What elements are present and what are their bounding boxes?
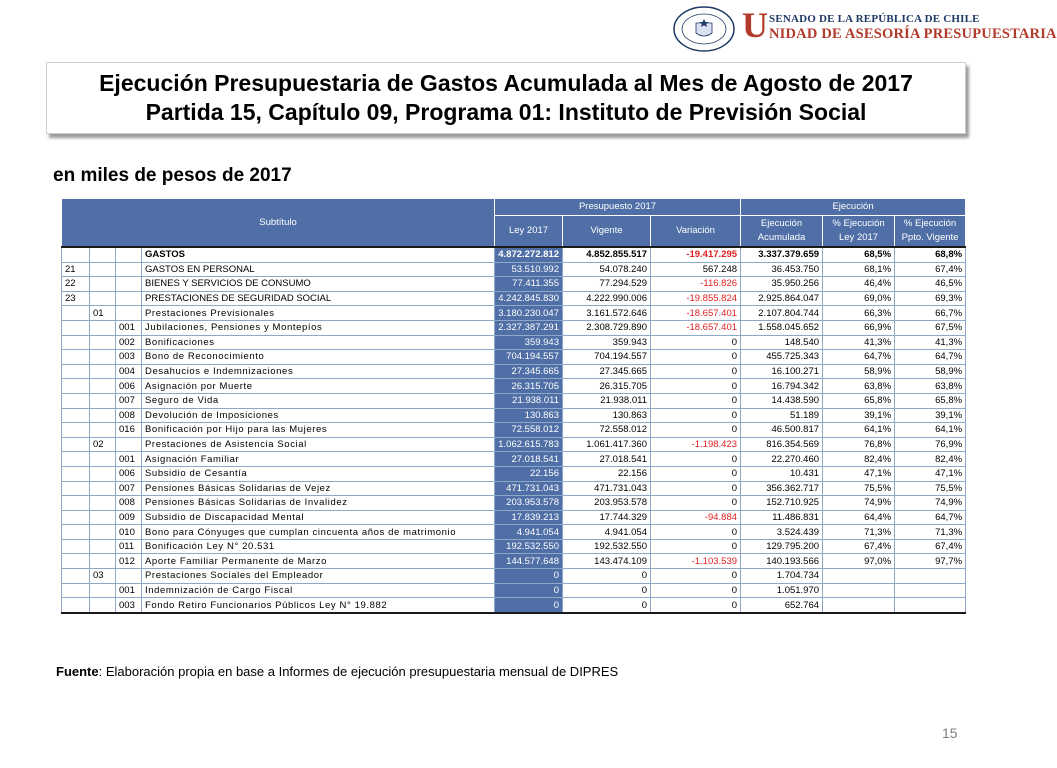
item-code <box>90 335 116 350</box>
variacion-value: -18.657.401 <box>651 306 741 321</box>
item-code <box>90 598 116 613</box>
vigente-value: 143.474.109 <box>563 554 651 569</box>
item-code <box>90 408 116 423</box>
concept-label: Prestaciones de Asistencia Social <box>142 437 495 452</box>
ley-value: 26.315.705 <box>495 379 563 394</box>
item-code <box>90 496 116 511</box>
item-code <box>90 247 116 262</box>
concept-label: Subsidio de Discapacidad Mental <box>142 510 495 525</box>
pct-vigente-value: 64,7% <box>895 350 966 365</box>
concept-label: Subsidio de Cesantía <box>142 466 495 481</box>
ley-value: 77.411.355 <box>495 277 563 292</box>
item-code <box>90 262 116 277</box>
variacion-value: -94.884 <box>651 510 741 525</box>
concept-label: Bonificación por Hijo para las Mujeres <box>142 423 495 438</box>
subtitulo-code <box>62 583 90 598</box>
item-code <box>90 393 116 408</box>
pct-ley-value: 68,5% <box>823 247 895 262</box>
ley-value: 704.194.557 <box>495 350 563 365</box>
ley-value: 27.345.665 <box>495 364 563 379</box>
vigente-value: 4.222.990.006 <box>563 291 651 306</box>
variacion-value: 0 <box>651 393 741 408</box>
senate-logo <box>672 5 1057 57</box>
source-label: Fuente <box>56 664 99 679</box>
ley-value: 22.156 <box>495 466 563 481</box>
source-text: : Elaboración propia en base a Informes de ejecución presupuestaria mensual de DIPRES <box>98 664 619 679</box>
concept-label: Desahucios e Indemnizaciones <box>142 364 495 379</box>
variacion-value: 0 <box>651 335 741 350</box>
subtitulo-code <box>62 466 90 481</box>
vigente-value: 4.852.855.517 <box>563 247 651 262</box>
pct-ley-value <box>823 569 895 584</box>
table-row <box>62 320 966 335</box>
subtitulo-code <box>62 393 90 408</box>
concept-label: Pensiones Básicas Solidarias de Invalidez <box>142 496 495 511</box>
ley-value: 21.938.011 <box>495 393 563 408</box>
pct-ley-value: 41,3% <box>823 335 895 350</box>
pct-vigente-value: 71,3% <box>895 525 966 540</box>
subtitulo-code <box>62 364 90 379</box>
budget-table <box>61 198 966 614</box>
item-code <box>90 554 116 569</box>
asignacion-code: 009 <box>116 510 142 525</box>
concept-label: PRESTACIONES DE SEGURIDAD SOCIAL <box>142 291 495 306</box>
variacion-value: -19.855.824 <box>651 291 741 306</box>
subtitulo-code: 22 <box>62 277 90 292</box>
concept-label: Asignación por Muerte <box>142 379 495 394</box>
vigente-value: 21.938.011 <box>563 393 651 408</box>
pct-ley-value: 39,1% <box>823 408 895 423</box>
pct-vigente-value <box>895 598 966 613</box>
concept-label: GASTOS EN PERSONAL <box>142 262 495 277</box>
header-variacion: Variación <box>651 216 741 248</box>
table-row <box>62 335 966 350</box>
asignacion-code: 007 <box>116 393 142 408</box>
concept-label: Bonificaciones <box>142 335 495 350</box>
vigente-value: 2.308.729.890 <box>563 320 651 335</box>
item-code <box>90 525 116 540</box>
ejecucion-value: 35.950.256 <box>741 277 823 292</box>
item-code: 02 <box>90 437 116 452</box>
variacion-value: 0 <box>651 466 741 481</box>
item-code <box>90 481 116 496</box>
pct-ley-value: 63,8% <box>823 379 895 394</box>
concept-label: Bonificación Ley N° 20.531 <box>142 539 495 554</box>
ejecucion-value: 148.540 <box>741 335 823 350</box>
ley-value: 27.018.541 <box>495 452 563 467</box>
pct-ley-value: 67,4% <box>823 539 895 554</box>
subtitulo-code <box>62 379 90 394</box>
pct-vigente-value: 68,8% <box>895 247 966 262</box>
pct-vigente-value: 66,7% <box>895 306 966 321</box>
table-row <box>62 452 966 467</box>
table-row <box>62 598 966 613</box>
table-row <box>62 583 966 598</box>
senate-seal-icon <box>672 5 736 53</box>
ley-value: 0 <box>495 583 563 598</box>
ley-value: 144.577.648 <box>495 554 563 569</box>
asignacion-code: 008 <box>116 496 142 511</box>
subtitulo-code <box>62 569 90 584</box>
pct-ley-value <box>823 583 895 598</box>
ejecucion-value: 16.794.342 <box>741 379 823 394</box>
units-caption: en miles de pesos de 2017 <box>53 165 292 186</box>
asignacion-code: 002 <box>116 335 142 350</box>
subtitulo-code: 23 <box>62 291 90 306</box>
vigente-value: 704.194.557 <box>563 350 651 365</box>
ley-value: 130.863 <box>495 408 563 423</box>
item-code <box>90 350 116 365</box>
concept-label: Fondo Retiro Funcionarios Públicos Ley N° 19.882 <box>142 598 495 613</box>
header-ley: Ley 2017 <box>495 216 563 248</box>
variacion-value: 0 <box>651 583 741 598</box>
subtitulo-code <box>62 481 90 496</box>
vigente-value: 27.018.541 <box>563 452 651 467</box>
asignacion-code: 006 <box>116 379 142 394</box>
vigente-value: 3.161.572.646 <box>563 306 651 321</box>
table-row <box>62 306 966 321</box>
ejecucion-value: 3.524.439 <box>741 525 823 540</box>
ley-value: 359.943 <box>495 335 563 350</box>
subtitulo-code <box>62 423 90 438</box>
table-row <box>62 569 966 584</box>
concept-label: GASTOS <box>142 247 495 262</box>
pct-ley-value: 46,4% <box>823 277 895 292</box>
pct-vigente-value: 67,4% <box>895 539 966 554</box>
asignacion-code: 003 <box>116 350 142 365</box>
concept-label: Devolución de Imposiciones <box>142 408 495 423</box>
item-code <box>90 583 116 598</box>
pct-vigente-value: 63,8% <box>895 379 966 394</box>
ley-value: 17.839.213 <box>495 510 563 525</box>
ley-value: 4.872.272.812 <box>495 247 563 262</box>
vigente-value: 192.532.550 <box>563 539 651 554</box>
asignacion-code: 001 <box>116 583 142 598</box>
ejecucion-value: 152.710.925 <box>741 496 823 511</box>
logo-big-letter: U <box>742 5 768 45</box>
vigente-value: 0 <box>563 598 651 613</box>
pct-vigente-value: 82,4% <box>895 452 966 467</box>
ejecucion-value: 14.438.590 <box>741 393 823 408</box>
pct-vigente-value: 65,8% <box>895 393 966 408</box>
vigente-value: 0 <box>563 583 651 598</box>
asignacion-code <box>116 247 142 262</box>
asignacion-code <box>116 437 142 452</box>
vigente-value: 17.744.329 <box>563 510 651 525</box>
item-code <box>90 291 116 306</box>
variacion-value: 567.248 <box>651 262 741 277</box>
table-row <box>62 393 966 408</box>
pct-vigente-value <box>895 569 966 584</box>
item-code <box>90 379 116 394</box>
vigente-value: 54.078.240 <box>563 262 651 277</box>
table-row <box>62 277 966 292</box>
concept-label: Jubilaciones, Pensiones y Montepíos <box>142 320 495 335</box>
subtitulo-code <box>62 539 90 554</box>
concept-label: Aporte Familiar Permanente de Marzo <box>142 554 495 569</box>
ley-value: 53.510.992 <box>495 262 563 277</box>
ejecucion-value: 2.925.864.047 <box>741 291 823 306</box>
ejecucion-value: 1.558.045.652 <box>741 320 823 335</box>
vigente-value: 1.061.417.360 <box>563 437 651 452</box>
vigente-value: 4.941.054 <box>563 525 651 540</box>
pct-vigente-value: 74,9% <box>895 496 966 511</box>
vigente-value: 72.558.012 <box>563 423 651 438</box>
subtitulo-code <box>62 408 90 423</box>
pct-ley-value: 76,8% <box>823 437 895 452</box>
item-code: 03 <box>90 569 116 584</box>
table-row <box>62 379 966 394</box>
ejecucion-value: 455.725.343 <box>741 350 823 365</box>
ejecucion-value: 1.051.970 <box>741 583 823 598</box>
vigente-value: 27.345.665 <box>563 364 651 379</box>
table-row <box>62 350 966 365</box>
ley-value: 4.941.054 <box>495 525 563 540</box>
variacion-value: 0 <box>651 539 741 554</box>
header-ejecucion: Ejecución <box>741 199 966 216</box>
vigente-value: 0 <box>563 569 651 584</box>
variacion-value: 0 <box>651 364 741 379</box>
pct-ley-value: 97,0% <box>823 554 895 569</box>
concept-label: Asignación Familiar <box>142 452 495 467</box>
subtitulo-code <box>62 335 90 350</box>
table-row <box>62 437 966 452</box>
concept-label: Pensiones Básicas Solidarias de Vejez <box>142 481 495 496</box>
ley-value: 72.558.012 <box>495 423 563 438</box>
ley-value: 0 <box>495 598 563 613</box>
subtitulo-code <box>62 320 90 335</box>
asignacion-code: 003 <box>116 598 142 613</box>
concept-label: Prestaciones Sociales del Empleador <box>142 569 495 584</box>
item-code <box>90 277 116 292</box>
pct-ley-value: 66,3% <box>823 306 895 321</box>
asignacion-code: 012 <box>116 554 142 569</box>
asignacion-code <box>116 291 142 306</box>
pct-vigente-value <box>895 583 966 598</box>
ejecucion-value: 16.100.271 <box>741 364 823 379</box>
item-code: 01 <box>90 306 116 321</box>
subtitulo-code <box>62 306 90 321</box>
vigente-value: 77.294.529 <box>563 277 651 292</box>
table-row <box>62 408 966 423</box>
ejecucion-value: 46.500.817 <box>741 423 823 438</box>
pct-vigente-value: 64,1% <box>895 423 966 438</box>
asignacion-code: 006 <box>116 466 142 481</box>
ejecucion-value: 2.107.804.744 <box>741 306 823 321</box>
ejecucion-value: 652.764 <box>741 598 823 613</box>
ley-value: 192.532.550 <box>495 539 563 554</box>
ley-value: 0 <box>495 569 563 584</box>
pct-ley-value: 68,1% <box>823 262 895 277</box>
item-code <box>90 539 116 554</box>
pct-ley-value: 69,0% <box>823 291 895 306</box>
variacion-value: 0 <box>651 525 741 540</box>
variacion-value: 0 <box>651 423 741 438</box>
table-row <box>62 525 966 540</box>
item-code <box>90 423 116 438</box>
header-vigente: Vigente <box>563 216 651 248</box>
pct-ley-value: 71,3% <box>823 525 895 540</box>
pct-vigente-value: 75,5% <box>895 481 966 496</box>
pct-ley-value: 75,5% <box>823 481 895 496</box>
pct-ley-value: 65,8% <box>823 393 895 408</box>
pct-vigente-value: 76,9% <box>895 437 966 452</box>
ejecucion-value: 129.795.200 <box>741 539 823 554</box>
pct-ley-value: 74,9% <box>823 496 895 511</box>
variacion-value: 0 <box>651 481 741 496</box>
vigente-value: 130.863 <box>563 408 651 423</box>
ley-value: 4.242.845.830 <box>495 291 563 306</box>
variacion-value: -116.826 <box>651 277 741 292</box>
page-number: 15 <box>942 725 958 741</box>
table-row <box>62 262 966 277</box>
pct-ley-value: 58,9% <box>823 364 895 379</box>
variacion-value: -1.103.539 <box>651 554 741 569</box>
ejecucion-value: 140.193.566 <box>741 554 823 569</box>
variacion-value: 0 <box>651 569 741 584</box>
variacion-value: 0 <box>651 408 741 423</box>
variacion-value: -18.657.401 <box>651 320 741 335</box>
subtitulo-code <box>62 350 90 365</box>
subtitulo-code <box>62 437 90 452</box>
ley-value: 2.327.387.291 <box>495 320 563 335</box>
vigente-value: 471.731.043 <box>563 481 651 496</box>
subtitulo-code <box>62 554 90 569</box>
asignacion-code: 016 <box>116 423 142 438</box>
header-subtitulo: Subtítulo <box>62 199 495 248</box>
source-note <box>56 664 618 679</box>
concept-label: BIENES Y SERVICIOS DE CONSUMO <box>142 277 495 292</box>
ley-value: 3.180.230.047 <box>495 306 563 321</box>
ley-value: 471.731.043 <box>495 481 563 496</box>
asignacion-code: 011 <box>116 539 142 554</box>
vigente-value: 22.156 <box>563 466 651 481</box>
table-row <box>62 466 966 481</box>
subtitulo-code <box>62 598 90 613</box>
asignacion-code: 004 <box>116 364 142 379</box>
vigente-value: 203.953.578 <box>563 496 651 511</box>
ejecucion-value: 36.453.750 <box>741 262 823 277</box>
header-presupuesto: Presupuesto 2017 <box>495 199 741 216</box>
concept-label: Bono para Cónyuges que cumplan cincuenta años de matrimonio <box>142 525 495 540</box>
pct-ley-value: 64,4% <box>823 510 895 525</box>
pct-vigente-value: 41,3% <box>895 335 966 350</box>
item-code <box>90 466 116 481</box>
ley-value: 203.953.578 <box>495 496 563 511</box>
variacion-value: -1.198.423 <box>651 437 741 452</box>
table-row <box>62 496 966 511</box>
asignacion-code <box>116 306 142 321</box>
table-row <box>62 247 966 262</box>
variacion-value: 0 <box>651 350 741 365</box>
subtitulo-code: 21 <box>62 262 90 277</box>
vigente-value: 359.943 <box>563 335 651 350</box>
item-code <box>90 510 116 525</box>
asignacion-code: 008 <box>116 408 142 423</box>
variacion-value: 0 <box>651 496 741 511</box>
ejecucion-value: 1.704.734 <box>741 569 823 584</box>
budget-table-body <box>62 247 966 613</box>
subtitulo-code <box>62 452 90 467</box>
header-ejecucion-acumulada: Ejecución Acumulada <box>741 216 823 248</box>
ejecucion-value: 11.486.831 <box>741 510 823 525</box>
ejecucion-value: 51.189 <box>741 408 823 423</box>
header-pct-vigente: % Ejecución Ppto. Vigente <box>895 216 966 248</box>
subtitulo-code <box>62 496 90 511</box>
header-pct-ley: % Ejecución Ley 2017 <box>823 216 895 248</box>
table-row <box>62 510 966 525</box>
ejecucion-value: 816.354.569 <box>741 437 823 452</box>
pct-vigente-value: 39,1% <box>895 408 966 423</box>
variacion-value: -19.417.295 <box>651 247 741 262</box>
title-box <box>46 62 966 134</box>
asignacion-code: 001 <box>116 452 142 467</box>
asignacion-code: 001 <box>116 320 142 335</box>
asignacion-code <box>116 569 142 584</box>
concept-label: Indemnización de Cargo Fiscal <box>142 583 495 598</box>
ejecucion-value: 10.431 <box>741 466 823 481</box>
vigente-value: 26.315.705 <box>563 379 651 394</box>
pct-ley-value <box>823 598 895 613</box>
item-code <box>90 452 116 467</box>
table-row <box>62 554 966 569</box>
page-title: Ejecución Presupuestaria de Gastos Acumulada al Mes de Agosto de 2017 <box>99 70 913 96</box>
table-row <box>62 291 966 306</box>
pct-ley-value: 82,4% <box>823 452 895 467</box>
pct-vigente-value: 58,9% <box>895 364 966 379</box>
item-code <box>90 364 116 379</box>
variacion-value: 0 <box>651 379 741 394</box>
concept-label: Seguro de Vida <box>142 393 495 408</box>
concept-label: Prestaciones Previsionales <box>142 306 495 321</box>
variacion-value: 0 <box>651 452 741 467</box>
pct-vigente-value: 47,1% <box>895 466 966 481</box>
pct-vigente-value: 64,7% <box>895 510 966 525</box>
logo-top-line: SENADO DE LA REPÚBLICA DE CHILE <box>769 13 980 25</box>
pct-ley-value: 64,7% <box>823 350 895 365</box>
pct-vigente-value: 97,7% <box>895 554 966 569</box>
table-row <box>62 423 966 438</box>
asignacion-code: 007 <box>116 481 142 496</box>
ejecucion-value: 356.362.717 <box>741 481 823 496</box>
page-subtitle-line: Partida 15, Capítulo 09, Programa 01: Instituto de Previsión Social <box>145 99 867 125</box>
pct-ley-value: 64,1% <box>823 423 895 438</box>
ejecucion-value: 22.270.460 <box>741 452 823 467</box>
pct-ley-value: 47,1% <box>823 466 895 481</box>
subtitulo-code <box>62 510 90 525</box>
pct-vigente-value: 67,4% <box>895 262 966 277</box>
subtitulo-code <box>62 525 90 540</box>
ejecucion-value: 3.337.379.659 <box>741 247 823 262</box>
table-row <box>62 364 966 379</box>
ley-value: 1.062.615.783 <box>495 437 563 452</box>
asignacion-code <box>116 262 142 277</box>
asignacion-code <box>116 277 142 292</box>
item-code <box>90 320 116 335</box>
concept-label: Bono de Reconocimiento <box>142 350 495 365</box>
subtitulo-code <box>62 247 90 262</box>
pct-ley-value: 66,9% <box>823 320 895 335</box>
logo-bottom-line: NIDAD DE ASESORÍA PRESUPUESTARIA <box>769 26 1057 42</box>
pct-vigente-value: 46,5% <box>895 277 966 292</box>
pct-vigente-value: 69,3% <box>895 291 966 306</box>
table-row <box>62 539 966 554</box>
asignacion-code: 010 <box>116 525 142 540</box>
table-row <box>62 481 966 496</box>
variacion-value: 0 <box>651 598 741 613</box>
pct-vigente-value: 67,5% <box>895 320 966 335</box>
